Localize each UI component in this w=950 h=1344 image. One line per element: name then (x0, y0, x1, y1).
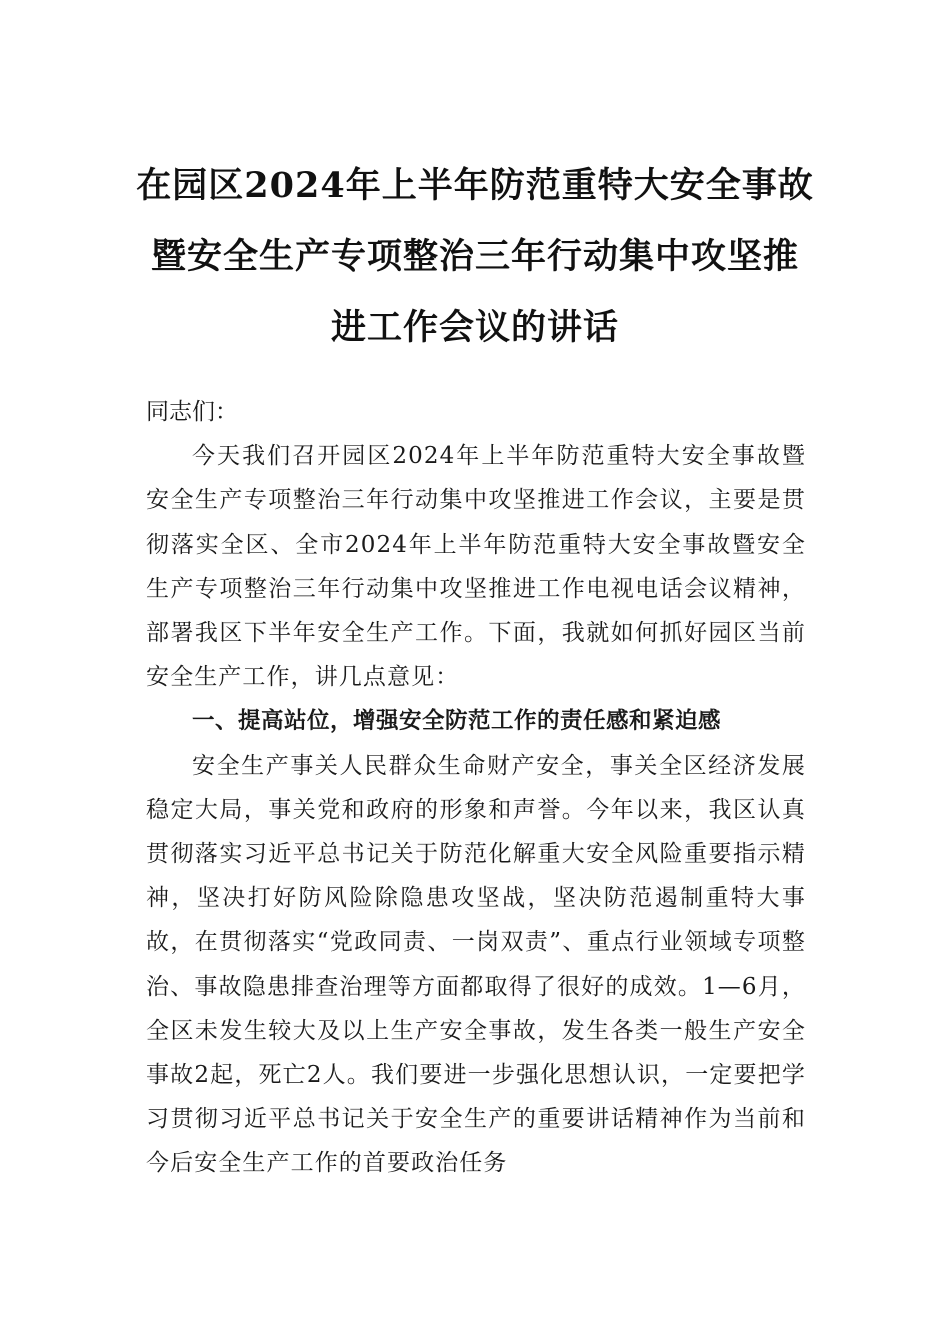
intro-paragraph: 今天我们召开园区2024年上半年防范重特大安全事故暨安全生产专项整治三年行动集中攻坚推进工作会议，主要是贯彻落实全区、全市2024年上半年防范重特大安全事故暨安全生产专项整治三年行动集中攻坚推进工作电视电话会议精神，部署我区下半年安全生产工作。下面，我就如何抓好园区当前安全生产工作，讲几点意见： (146, 443, 806, 691)
section-1-heading: 一、提高站位，增强安全防范工作的责任感和紧迫感 (192, 708, 722, 735)
title-line-3: 进工作会议的讲话 (330, 307, 619, 348)
salutation: 同志们： (146, 399, 238, 425)
document-body (146, 390, 806, 1186)
title-line-1: 在园区2024年上半年防范重特大安全事故 (136, 165, 814, 206)
title-line-2: 暨安全生产专项整治三年行动集中攻坚推 (150, 236, 799, 277)
document-title (100, 150, 850, 363)
section-1-paragraph: 安全生产事关人民群众生命财产安全，事关全区经济发展稳定大局，事关党和政府的形象和声誉。今年以来，我区认真贯彻落实习近平总书记关于防范化解重大安全风险重要指示精神，坚决打好防风险除隐患攻坚战，坚决防范遏制重特大事故，在贯彻落实“党政同责、一岗双责”、重点行业领域专项整治、事故隐患排查治理等方面都取得了很好的成效。1—6月，全区未发生较大及以上生产安全事故，发生各类一般生产安全事故2起，死亡2人。我们要进一步强化思想认识，一定要把学习贯彻习近平总书记关于安全生产的重要讲话精神作为当前和今后安全生产工作的首要政治任务 (146, 752, 806, 1177)
